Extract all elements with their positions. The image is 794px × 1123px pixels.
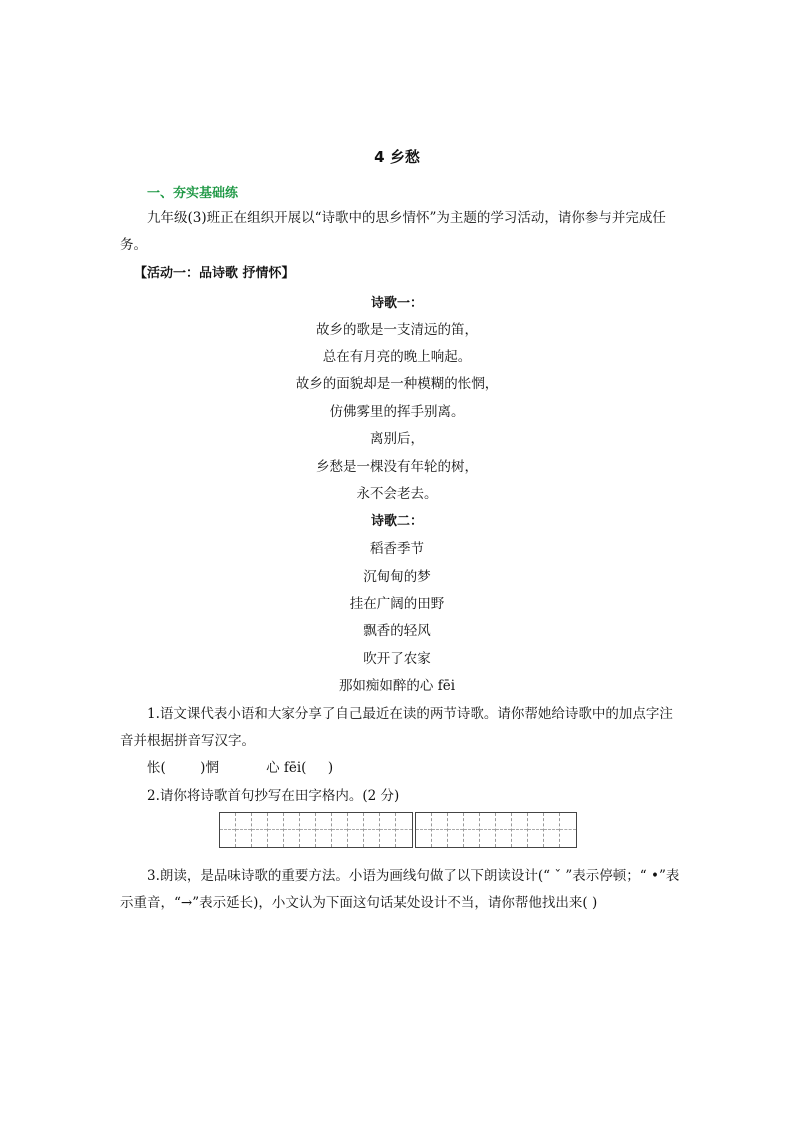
poem1-heading: 诗歌一： bbox=[370, 296, 423, 311]
grid-cell[interactable] bbox=[480, 813, 496, 847]
poem2-line: 沉甸甸的梦 bbox=[363, 569, 431, 585]
section-heading: 一、夯实基础练 bbox=[147, 186, 239, 201]
grid-cell[interactable] bbox=[496, 813, 512, 847]
poem1-line: 乡愁是一棵没有年轮的树， bbox=[316, 459, 478, 475]
activity-heading: 【活动一：品诗歌 抒情怀】 bbox=[134, 266, 295, 281]
poem2-line: 稻香季节 bbox=[370, 541, 424, 557]
grid-cell[interactable] bbox=[236, 813, 252, 847]
poem1-line: 故乡的面貌却是一种模糊的怅惘， bbox=[295, 376, 499, 392]
poem1-line: 离别后， bbox=[370, 431, 424, 447]
poem2-line: 吹开了农家 bbox=[363, 651, 431, 667]
grid-cell[interactable] bbox=[432, 813, 448, 847]
poem1-line: 永不会老去。 bbox=[356, 486, 438, 502]
grid-cell[interactable] bbox=[528, 813, 544, 847]
question-3: 3.朗读，是品味诗歌的重要方法。小语为画线句做了以下朗读设计(“ ˇ ”表示停顿；“ •”表示重音，“→”表示延长)，小文认为下面这句话某处设计不当，请你帮他找出来( ) bbox=[120, 868, 680, 911]
grid-cell[interactable] bbox=[448, 813, 464, 847]
grid-cell[interactable] bbox=[284, 813, 300, 847]
poem2-line: 飘香的轻风 bbox=[363, 623, 431, 639]
grid-cell[interactable] bbox=[560, 813, 576, 847]
grid-cell[interactable] bbox=[316, 813, 332, 847]
page-title: 4 乡愁 bbox=[374, 148, 420, 166]
poem1-line: 故乡的歌是一支清远的笛， bbox=[316, 322, 478, 338]
grid-cell[interactable] bbox=[380, 813, 396, 847]
grid-cell[interactable] bbox=[332, 813, 348, 847]
grid-cell[interactable] bbox=[268, 813, 284, 847]
grid-cell[interactable] bbox=[544, 813, 560, 847]
tianzige-writing-grid[interactable] bbox=[219, 812, 577, 848]
grid-cell[interactable] bbox=[396, 813, 412, 847]
grid-cell[interactable] bbox=[512, 813, 528, 847]
question-1-answer-blanks[interactable]: 怅( )惘 心 fēi( ) bbox=[147, 760, 334, 776]
intro-paragraph: 九年级(3)班正在组织开展以“诗歌中的思乡情怀”为主题的学习活动，请你参与并完成任务。 bbox=[120, 210, 666, 253]
grid-cell[interactable] bbox=[220, 813, 236, 847]
poem2-line: 挂在广阔的田野 bbox=[349, 596, 445, 612]
grid-cell[interactable] bbox=[416, 813, 432, 847]
grid-group-right bbox=[415, 812, 577, 848]
grid-cell[interactable] bbox=[364, 813, 380, 847]
poem2-line: 那如痴如醉的心 fēi bbox=[338, 678, 456, 694]
grid-cell[interactable] bbox=[300, 813, 316, 847]
poem2-heading: 诗歌二： bbox=[370, 514, 423, 529]
grid-cell[interactable] bbox=[348, 813, 364, 847]
grid-cell[interactable] bbox=[252, 813, 268, 847]
question-2: 2.请你将诗歌首句抄写在田字格内。(2 分) bbox=[147, 788, 400, 804]
poem1-line: 仿佛雾里的挥手别离。 bbox=[329, 404, 465, 420]
question-1: 1.语文课代表小语和大家分享了自己最近在读的两节诗歌。请你帮她给诗歌中的加点字注音并根据拼音写汉字。 bbox=[120, 706, 673, 749]
grid-group-left bbox=[219, 812, 413, 848]
poem1-line: 总在有月亮的晚上响起。 bbox=[322, 349, 472, 365]
grid-cell[interactable] bbox=[464, 813, 480, 847]
